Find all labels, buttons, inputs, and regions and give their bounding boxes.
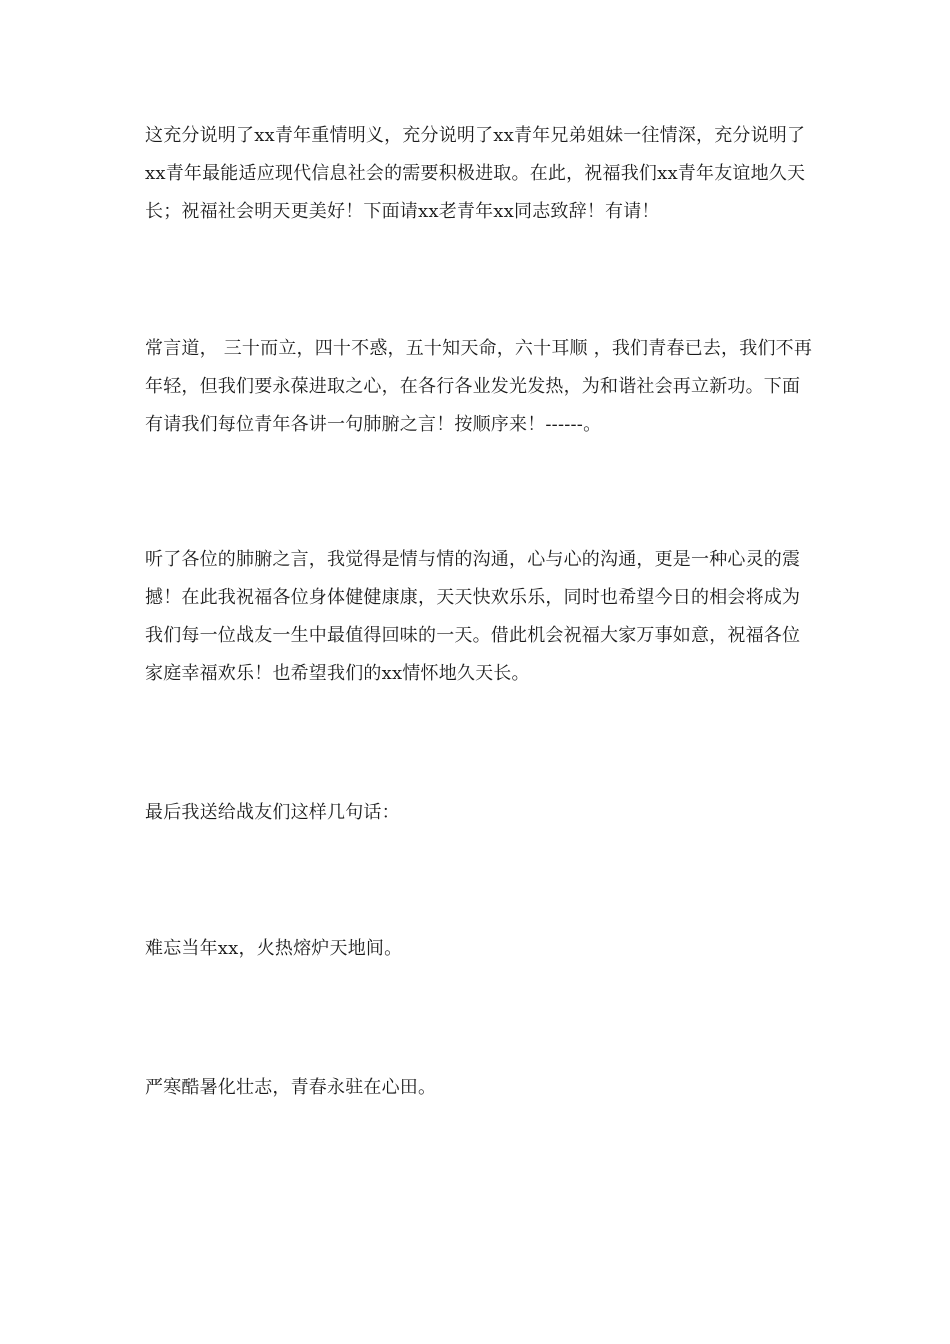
poem-line-1: 难忘当年xx，火热熔炉天地间。	[145, 938, 403, 959]
poem-line-2: 严寒酷暑化壮志，青春永驻在心田。	[145, 1077, 437, 1098]
paragraph-thanks: 这充分说明了xx青年重情明义，充分说明了xx青年兄弟姐妹一往情深，充分说明了xx青年最能适应现代信息社会的需要积极进取。在此，祝福我们xx青年友谊地久天长；祝福社会明天更美好！下面请xx老青年xx同志致辞！有请！	[145, 125, 806, 222]
paragraph-blessing: 听了各位的肺腑之言，我觉得是情与情的沟通，心与心的沟通，更是一种心灵的震撼！在此我祝福各位身体健健康康，天天快欢乐乐，同时也希望今日的相会将成为我们每一位战友一生中最值得回味的一天。借此机会祝福大家万事如意，祝福各位家庭幸福欢乐！也希望我们的xx情怀地久天长。	[145, 549, 801, 684]
paragraph-closing-intro: 最后我送给战友们这样几句话：	[145, 802, 400, 823]
paragraph-saying: 常言道， 三十而立，四十不惑，五十知天命，六十耳顺 ，我们青春已去，我们不再年轻，但我们要永葆进取之心，在各行各业发光发热，为和谐社会再立新功。下面有请我们每位青年各讲一句肺腑之言！按顺序来！------。	[145, 338, 813, 435]
